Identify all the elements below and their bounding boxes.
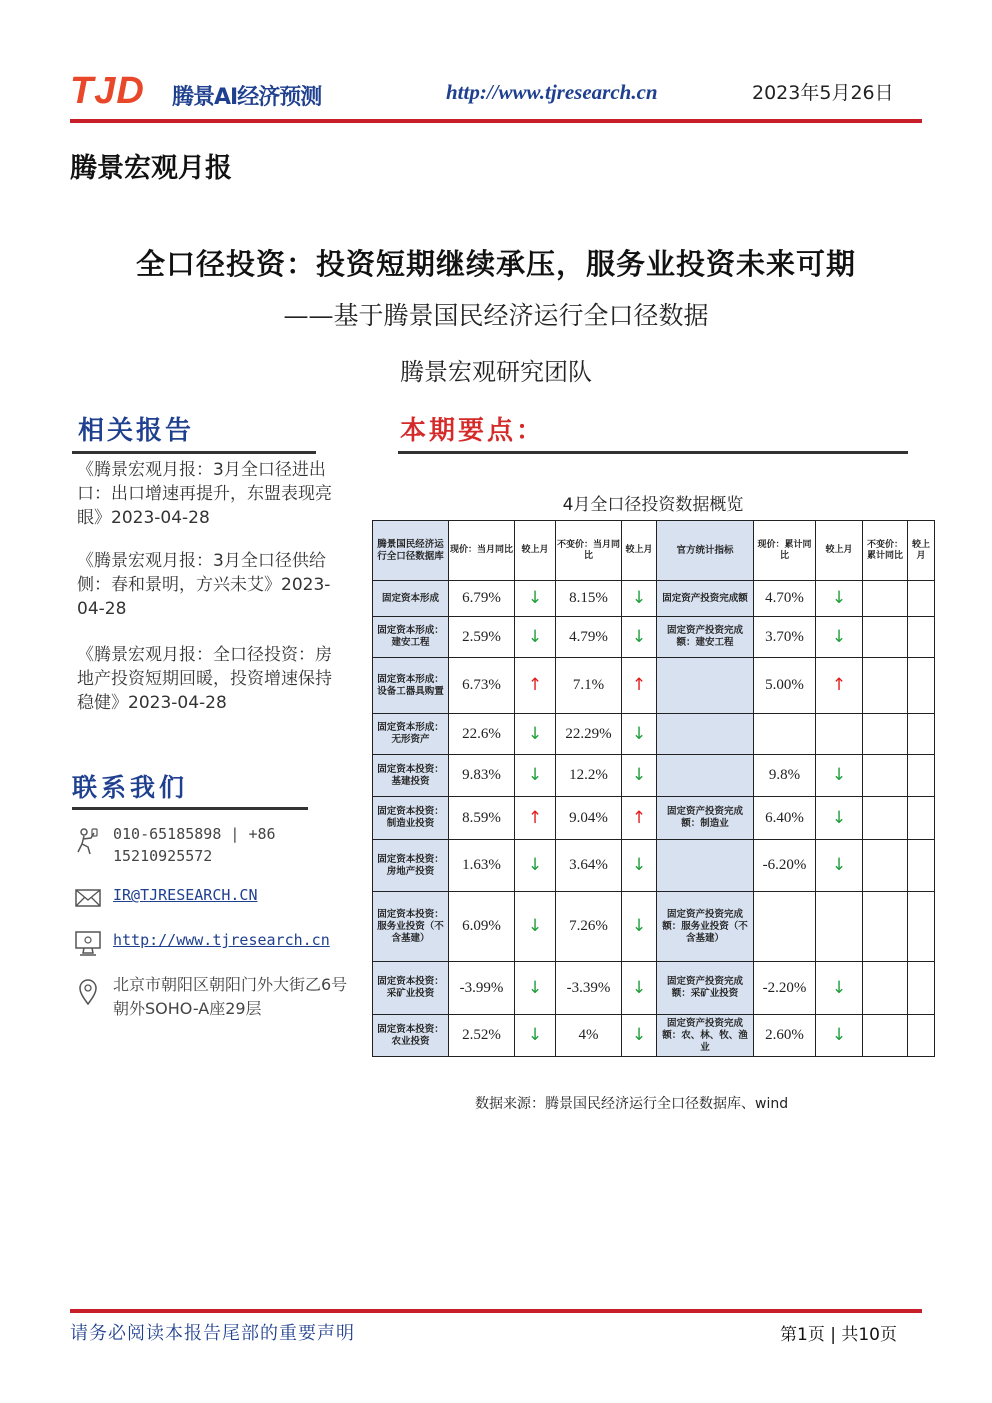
trend-arrow: [622, 797, 657, 840]
trend-arrow: [622, 892, 657, 962]
constant-price-yoy: -3.39%: [556, 962, 622, 1015]
trend-arrow: [622, 658, 657, 714]
arrow-down-icon: ↓: [831, 626, 847, 647]
contact-heading: 联系我们: [72, 773, 189, 802]
related-report-item[interactable]: 《腾景宏观月报：3月全口径进出口：出口增速再提升，东盟表现亮眼》2023-04-28: [77, 460, 332, 528]
arrow-down-icon: ↓: [631, 765, 647, 785]
trend-arrow: [908, 840, 935, 892]
contact-address: 北京市朝阳区朝阳门外大街乙6号朝外SOHO-A座29层: [113, 975, 348, 1018]
related-report-item[interactable]: 《腾景宏观月报：全口径投资：房地产投资短期回暖，投资增速保持稳健》2023-04-28: [77, 645, 332, 713]
current-price-yoy: 9.83%: [449, 755, 515, 797]
indicator-label: 固定资本形成：建安工程: [373, 617, 449, 658]
table-row: [373, 1015, 935, 1057]
column-header: 不变价：累计同比: [863, 521, 908, 581]
indicator-label: 固定资本投资：基建投资: [373, 755, 449, 797]
current-price-yoy: 6.73%: [449, 658, 515, 714]
indicator-label: 固定资本投资：服务业投资（不含基建）: [373, 892, 449, 962]
trend-arrow: [816, 840, 863, 892]
related-report-item[interactable]: 《腾景宏观月报：3月全口径供给侧：春和景明，方兴未艾》2023-04-28: [77, 551, 331, 619]
indicator-label: 固定资本形成：设备工器具购置: [373, 658, 449, 714]
cumulative-yoy: 5.00%: [754, 658, 816, 714]
arrow-down-icon: ↓: [631, 855, 647, 875]
arrow-down-icon: ↓: [831, 977, 847, 998]
cumulative-yoy: 9.8%: [754, 755, 816, 797]
arrow-down-icon: ↓: [527, 1025, 543, 1045]
trend-arrow: [515, 755, 556, 797]
report-date: 2023年5月26日: [752, 82, 894, 104]
current-price-yoy: 6.09%: [449, 892, 515, 962]
trend-arrow: [515, 1015, 556, 1057]
arrow-up-icon: ↑: [631, 675, 647, 695]
current-price-yoy: 8.59%: [449, 797, 515, 840]
table-title: 4月全口径投资数据概览: [562, 495, 744, 515]
column-header: 较上月: [515, 521, 556, 581]
current-price-yoy: 6.79%: [449, 581, 515, 617]
trend-arrow: [622, 962, 657, 1015]
contact-phone: 010-65185898 | +86 15210925572: [113, 825, 276, 865]
constant-cumulative-yoy: [863, 617, 908, 658]
email-icon: [74, 884, 102, 912]
trend-arrow: [515, 962, 556, 1015]
trend-arrow: [908, 1015, 935, 1057]
trend-arrow: [622, 1015, 657, 1057]
column-header: 腾景国民经济运行全口径数据库: [373, 521, 449, 581]
column-header: 现价：当月同比: [449, 521, 515, 581]
footer-disclaimer-note: 请务必阅读本报告尾部的重要声明: [70, 1323, 355, 1344]
indicator-label: 固定资本投资：采矿业投资: [373, 962, 449, 1015]
investment-data-table: [372, 520, 935, 1057]
cumulative-yoy: 3.70%: [754, 617, 816, 658]
cumulative-yoy: [754, 714, 816, 755]
trend-arrow: [515, 658, 556, 714]
arrow-down-icon: ↓: [527, 855, 543, 875]
constant-price-yoy: 7.26%: [556, 892, 622, 962]
trend-arrow: [515, 581, 556, 617]
constant-price-yoy: 12.2%: [556, 755, 622, 797]
location-pin-icon: [74, 978, 102, 1006]
column-header: 较上月: [908, 521, 935, 581]
trend-arrow: [816, 892, 863, 962]
table-header-row: [373, 521, 935, 581]
table-row: [373, 581, 935, 617]
trend-arrow: [622, 755, 657, 797]
arrow-up-icon: ↑: [527, 807, 543, 828]
constant-cumulative-yoy: [863, 840, 908, 892]
official-indicator-label: [657, 714, 754, 755]
cumulative-yoy: 2.60%: [754, 1015, 816, 1057]
arrow-down-icon: ↓: [631, 977, 647, 998]
official-indicator-label: [657, 840, 754, 892]
cumulative-yoy: 6.40%: [754, 797, 816, 840]
current-price-yoy: 2.52%: [449, 1015, 515, 1057]
cumulative-yoy: 4.70%: [754, 581, 816, 617]
trend-arrow: [908, 658, 935, 714]
header-url-link[interactable]: http://www.tjresearch.cn: [446, 80, 658, 104]
trend-arrow: [908, 962, 935, 1015]
report-team: 腾景宏观研究团队: [400, 358, 592, 386]
computer-icon: [74, 929, 102, 957]
arrow-down-icon: ↓: [527, 626, 543, 647]
trend-arrow: [816, 581, 863, 617]
trend-arrow: [816, 755, 863, 797]
column-header: 官方统计指标: [657, 521, 754, 581]
table-row: [373, 714, 935, 755]
contact-website-link[interactable]: http://www.tjresearch.cn: [113, 931, 330, 949]
constant-price-yoy: 7.1%: [556, 658, 622, 714]
current-price-yoy: 2.59%: [449, 617, 515, 658]
arrow-down-icon: ↓: [831, 1025, 847, 1045]
arrow-down-icon: ↓: [631, 723, 647, 744]
column-header: 较上月: [816, 521, 863, 581]
trend-arrow: [908, 892, 935, 962]
logo-name: 腾景AI经济预测: [172, 85, 322, 110]
current-price-yoy: -3.99%: [449, 962, 515, 1015]
trend-arrow: [816, 658, 863, 714]
phone-icon: [74, 827, 102, 855]
trend-arrow: [908, 797, 935, 840]
official-indicator-label: 固定资产投资完成额: [657, 581, 754, 617]
arrow-down-icon: ↓: [831, 855, 847, 875]
constant-price-yoy: 9.04%: [556, 797, 622, 840]
table-row: [373, 658, 935, 714]
page-header: [70, 68, 922, 120]
report-title: 全口径投资：投资短期继续承压，服务业投资未来可期: [135, 247, 856, 281]
table-row: [373, 755, 935, 797]
trend-arrow: [816, 617, 863, 658]
official-indicator-label: 固定资产投资完成额：建安工程: [657, 617, 754, 658]
indicator-label: 固定资本投资：制造业投资: [373, 797, 449, 840]
cumulative-yoy: -6.20%: [754, 840, 816, 892]
column-header: 较上月: [622, 521, 657, 581]
contact-divider: [72, 807, 308, 810]
constant-price-yoy: 4.79%: [556, 617, 622, 658]
constant-cumulative-yoy: [863, 658, 908, 714]
trend-arrow: [515, 714, 556, 755]
arrow-down-icon: ↓: [631, 1025, 647, 1045]
arrow-down-icon: ↓: [527, 588, 543, 608]
arrow-down-icon: ↓: [631, 588, 647, 608]
constant-price-yoy: 3.64%: [556, 840, 622, 892]
contact-email-link[interactable]: IR@TJRESEARCH.CN: [113, 886, 258, 904]
trend-arrow: [908, 755, 935, 797]
indicator-label: 固定资本投资：房地产投资: [373, 840, 449, 892]
constant-cumulative-yoy: [863, 581, 908, 617]
trend-arrow: [622, 714, 657, 755]
current-price-yoy: 22.6%: [449, 714, 515, 755]
indicator-label: 固定资本投资：农业投资: [373, 1015, 449, 1057]
constant-price-yoy: 4%: [556, 1015, 622, 1057]
arrow-down-icon: ↓: [831, 807, 847, 828]
series-title: 腾景宏观月报: [70, 153, 232, 184]
trend-arrow: [816, 1015, 863, 1057]
table-row: [373, 840, 935, 892]
table-row: [373, 962, 935, 1015]
report-subtitle: ——基于腾景国民经济运行全口径数据: [283, 301, 709, 330]
arrow-down-icon: ↓: [831, 588, 847, 608]
arrow-down-icon: ↓: [831, 765, 847, 785]
table-row: [373, 892, 935, 962]
constant-cumulative-yoy: [863, 1015, 908, 1057]
constant-cumulative-yoy: [863, 755, 908, 797]
page-number: 第1页 | 共10页: [780, 1325, 897, 1345]
logo-mark: TJD: [70, 70, 145, 112]
official-indicator-label: 固定资产投资完成额：制造业: [657, 797, 754, 840]
trend-arrow: [622, 840, 657, 892]
constant-cumulative-yoy: [863, 797, 908, 840]
constant-price-yoy: 8.15%: [556, 581, 622, 617]
related-reports-divider: [72, 451, 316, 454]
official-indicator-label: [657, 755, 754, 797]
arrow-up-icon: ↑: [527, 675, 543, 695]
data-source-note: 数据来源：腾景国民经济运行全口径数据库、wind: [475, 1096, 789, 1112]
constant-cumulative-yoy: [863, 714, 908, 755]
trend-arrow: [908, 714, 935, 755]
trend-arrow: [816, 797, 863, 840]
trend-arrow: [908, 617, 935, 658]
trend-arrow: [515, 840, 556, 892]
arrow-down-icon: ↓: [527, 765, 543, 785]
official-indicator-label: 固定资产投资完成额：服务业投资（不含基建）: [657, 892, 754, 962]
arrow-down-icon: ↓: [631, 916, 647, 936]
official-indicator-label: [657, 658, 754, 714]
arrow-up-icon: ↑: [831, 675, 847, 695]
column-header: 不变价：当月同比: [556, 521, 622, 581]
trend-arrow: [622, 617, 657, 658]
cumulative-yoy: -2.20%: [754, 962, 816, 1015]
arrow-down-icon: ↓: [527, 977, 543, 998]
table-row: [373, 797, 935, 840]
table-row: [373, 617, 935, 658]
arrow-down-icon: ↓: [527, 916, 543, 936]
footer-divider: [70, 1309, 922, 1313]
trend-arrow: [515, 892, 556, 962]
constant-cumulative-yoy: [863, 892, 908, 962]
trend-arrow: [515, 797, 556, 840]
indicator-label: 固定资本形成：无形资产: [373, 714, 449, 755]
trend-arrow: [622, 581, 657, 617]
official-indicator-label: 固定资产投资完成额：采矿业投资: [657, 962, 754, 1015]
trend-arrow: [816, 962, 863, 1015]
header-divider: [70, 119, 922, 123]
key-points-heading: 本期要点：: [400, 416, 546, 446]
trend-arrow: [908, 581, 935, 617]
trend-arrow: [816, 714, 863, 755]
key-points-divider: [398, 451, 908, 454]
official-indicator-label: 固定资产投资完成额：农、林、牧、渔业: [657, 1015, 754, 1057]
cumulative-yoy: [754, 892, 816, 962]
indicator-label: 固定资本形成: [373, 581, 449, 617]
arrow-down-icon: ↓: [527, 723, 543, 744]
column-header: 现价：累计同比: [754, 521, 816, 581]
trend-arrow: [515, 617, 556, 658]
arrow-up-icon: ↑: [631, 807, 647, 828]
current-price-yoy: 1.63%: [449, 840, 515, 892]
related-reports-heading: 相关报告: [78, 416, 195, 446]
constant-price-yoy: 22.29%: [556, 714, 622, 755]
arrow-down-icon: ↓: [631, 626, 647, 647]
constant-cumulative-yoy: [863, 962, 908, 1015]
